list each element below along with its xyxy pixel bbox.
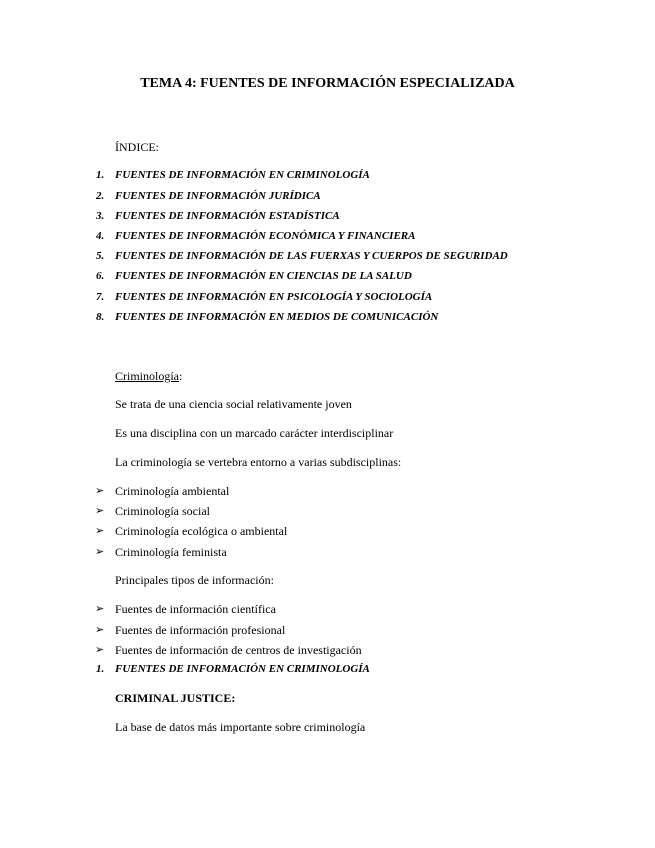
subsection-heading: CRIMINAL JUSTICE:: [115, 691, 236, 705]
page-title: TEMA 4: FUENTES DE INFORMACIÓN ESPECIALIZADA: [140, 76, 515, 91]
index-number: 2.: [96, 190, 105, 202]
paragraph: La criminología se vertebra entorno a varias subdisciplinas:: [115, 455, 402, 469]
paragraph: Principales tipos de información:: [115, 573, 274, 587]
index-number: 7.: [96, 291, 105, 303]
index-number: 1.: [96, 169, 105, 181]
index-item: FUENTES DE INFORMACIÓN ECONÓMICA Y FINANCIERA: [115, 230, 416, 242]
section-colon: :: [179, 369, 183, 383]
paragraph: Se trata de una ciencia social relativamente joven: [115, 397, 352, 411]
arrow-bullet-icon: ➢: [95, 644, 105, 656]
section-number: 1.: [96, 663, 105, 675]
index-item: FUENTES DE INFORMACIÓN JURÍDICA: [115, 190, 321, 202]
list-item: Criminología ambiental: [115, 484, 230, 498]
list-item: Fuentes de información científica: [115, 602, 276, 616]
index-number: 6.: [96, 270, 105, 282]
paragraph: Es una disciplina con un marcado carácter interdisciplinar: [115, 426, 394, 440]
arrow-bullet-icon: ➢: [95, 485, 105, 497]
index-number: 3.: [96, 210, 105, 222]
list-item: Fuentes de información profesional: [115, 623, 286, 637]
index-item: FUENTES DE INFORMACIÓN ESTADÍSTICA: [115, 210, 340, 222]
arrow-bullet-icon: ➢: [95, 603, 105, 615]
list-item: Criminología social: [115, 504, 210, 518]
index-item: FUENTES DE INFORMACIÓN EN CRIMINOLOGÍA: [115, 169, 370, 181]
section-heading-criminology: FUENTES DE INFORMACIÓN EN CRIMINOLOGÍA: [115, 663, 370, 675]
list-item: Fuentes de información de centros de investigación: [115, 643, 362, 657]
index-item: FUENTES DE INFORMACIÓN EN CIENCIAS DE LA SALUD: [115, 270, 412, 282]
list-item: Criminología feminista: [115, 545, 227, 559]
index-item: FUENTES DE INFORMACIÓN EN MEDIOS DE COMUNICACIÓN: [115, 311, 439, 323]
index-item: FUENTES DE INFORMACIÓN DE LAS FUERXAS Y CUERPOS DE SEGURIDAD: [115, 250, 508, 262]
arrow-bullet-icon: ➢: [95, 546, 105, 558]
paragraph: La base de datos más importante sobre criminología: [115, 720, 366, 734]
index-number: 8.: [96, 311, 105, 323]
arrow-bullet-icon: ➢: [95, 525, 105, 537]
list-item: Criminología ecológica o ambiental: [115, 524, 288, 538]
arrow-bullet-icon: ➢: [95, 624, 105, 636]
arrow-bullet-icon: ➢: [95, 505, 105, 517]
index-item: FUENTES DE INFORMACIÓN EN PSICOLOGÍA Y SOCIOLOGÍA: [115, 291, 433, 303]
index-label: ÍNDICE:: [115, 140, 159, 154]
section-heading: [115, 369, 182, 384]
index-number: 4.: [96, 230, 105, 242]
index-number: 5.: [96, 250, 105, 262]
section-label: Criminología: [115, 369, 179, 383]
